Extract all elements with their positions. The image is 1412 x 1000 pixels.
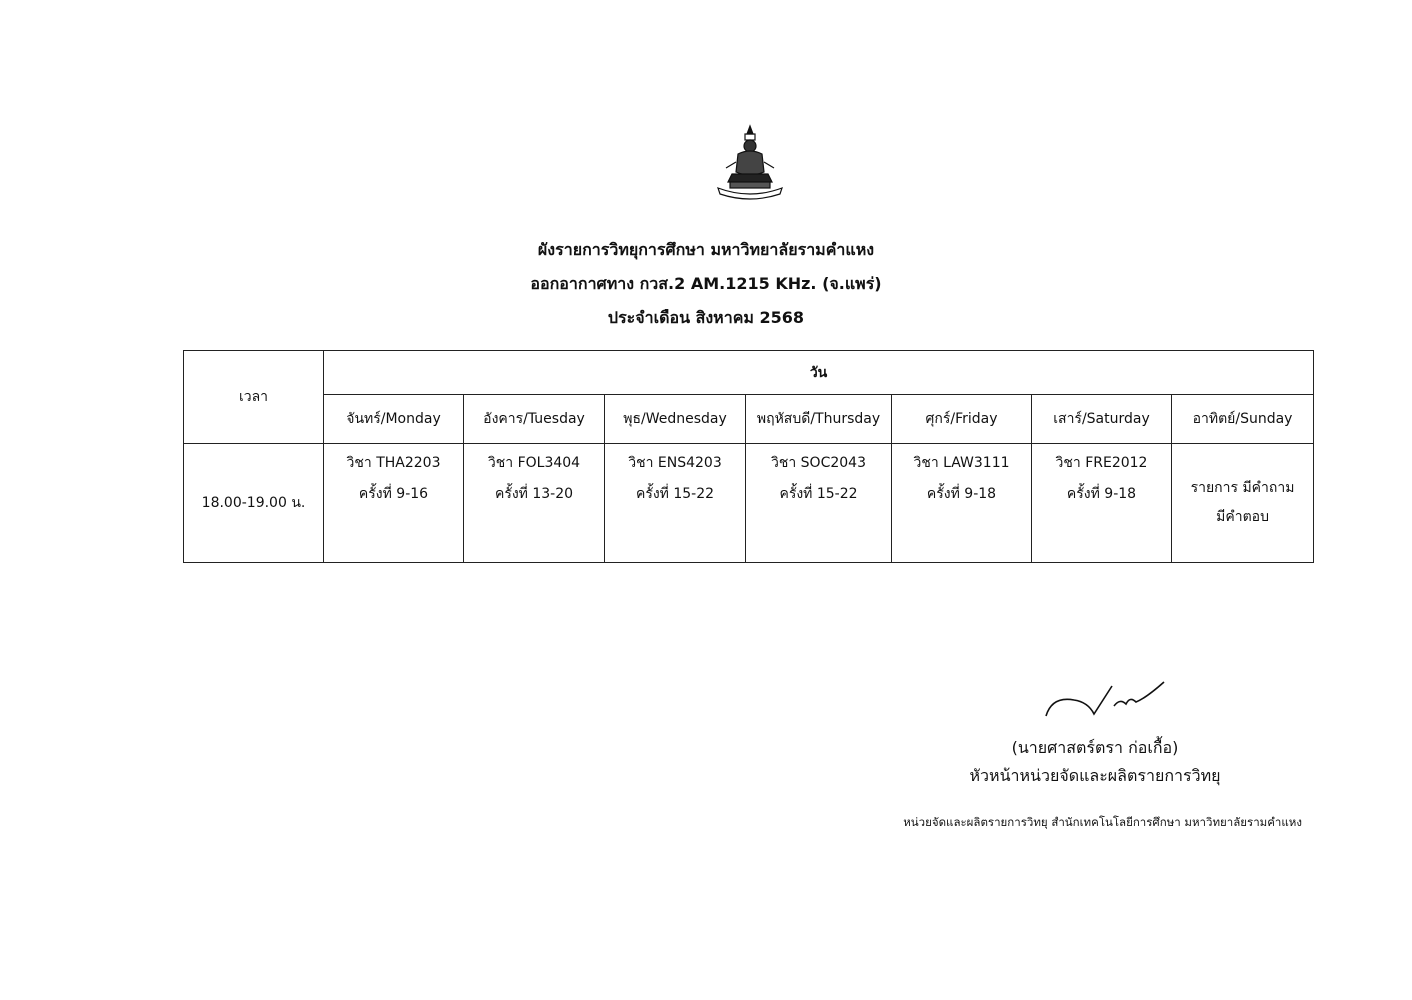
session-range: ครั้งที่ 15-22 <box>635 486 715 502</box>
session-range: ครั้งที่ 13-20 <box>494 486 574 502</box>
table-cell-sunday <box>1172 444 1314 563</box>
program-name: รายการ มีคำถาม <box>1190 480 1295 496</box>
course-code: วิชา ENS4203 <box>628 455 722 471</box>
session-range: ครั้งที่ 15-22 <box>779 486 858 502</box>
footer-text: หน่วยจัดและผลิตรายการวิทยุ สำนักเทคโนโลยีการศึกษา มหาวิทยาลัยรามคำแหง <box>903 815 1302 829</box>
page-title-line3: ประจำเดือน สิงหาคม 2568 <box>607 308 805 327</box>
program-name-cont: มีคำตอบ <box>1216 509 1269 525</box>
time-column-header: เวลา <box>184 351 324 444</box>
signer-name: (นายศาสตร์ตรา ก่อเกื้อ) <box>1011 738 1179 757</box>
table-cell-wednesday <box>605 444 746 563</box>
page-title-line1: ผังรายการวิทยุการศึกษา มหาวิทยาลัยรามคำแหง <box>537 240 875 259</box>
table-cell-monday <box>324 444 464 563</box>
day-header-sunday: อาทิตย์/Sunday <box>1172 395 1314 444</box>
page-title-line2: ออกอากาศทาง กวส.2 AM.1215 KHz. (จ.แพร่) <box>530 274 882 293</box>
course-code: วิชา FOL3404 <box>487 455 581 471</box>
table-cell-friday <box>892 444 1032 563</box>
schedule-table <box>183 350 1314 563</box>
day-group-header: วัน <box>324 351 1314 395</box>
course-code: วิชา THA2203 <box>346 455 441 471</box>
table-cell-thursday <box>746 444 892 563</box>
session-range: ครั้งที่ 9-18 <box>1066 486 1137 502</box>
session-range: ครั้งที่ 9-18 <box>926 486 997 502</box>
time-slot-cell: 18.00-19.00 น. <box>184 444 324 563</box>
day-header-saturday: เสาร์/Saturday <box>1032 395 1172 444</box>
course-code: วิชา SOC2043 <box>771 455 866 471</box>
table-cell-tuesday <box>464 444 605 563</box>
day-header-wednesday: พุธ/Wednesday <box>605 395 746 444</box>
university-emblem-logo <box>712 122 788 204</box>
course-code: วิชา FRE2012 <box>1055 455 1148 471</box>
day-header-monday: จันทร์/Monday <box>324 395 464 444</box>
day-header-thursday: พฤหัสบดี/Thursday <box>746 395 892 444</box>
course-code: วิชา LAW3111 <box>913 455 1010 471</box>
handwritten-signature <box>1040 672 1170 722</box>
session-range: ครั้งที่ 9-16 <box>358 486 429 502</box>
day-header-tuesday: อังคาร/Tuesday <box>464 395 605 444</box>
table-cell-saturday <box>1032 444 1172 563</box>
signer-title: หัวหน้าหน่วยจัดและผลิตรายการวิทยุ <box>969 766 1221 785</box>
day-header-friday: ศุกร์/Friday <box>892 395 1032 444</box>
